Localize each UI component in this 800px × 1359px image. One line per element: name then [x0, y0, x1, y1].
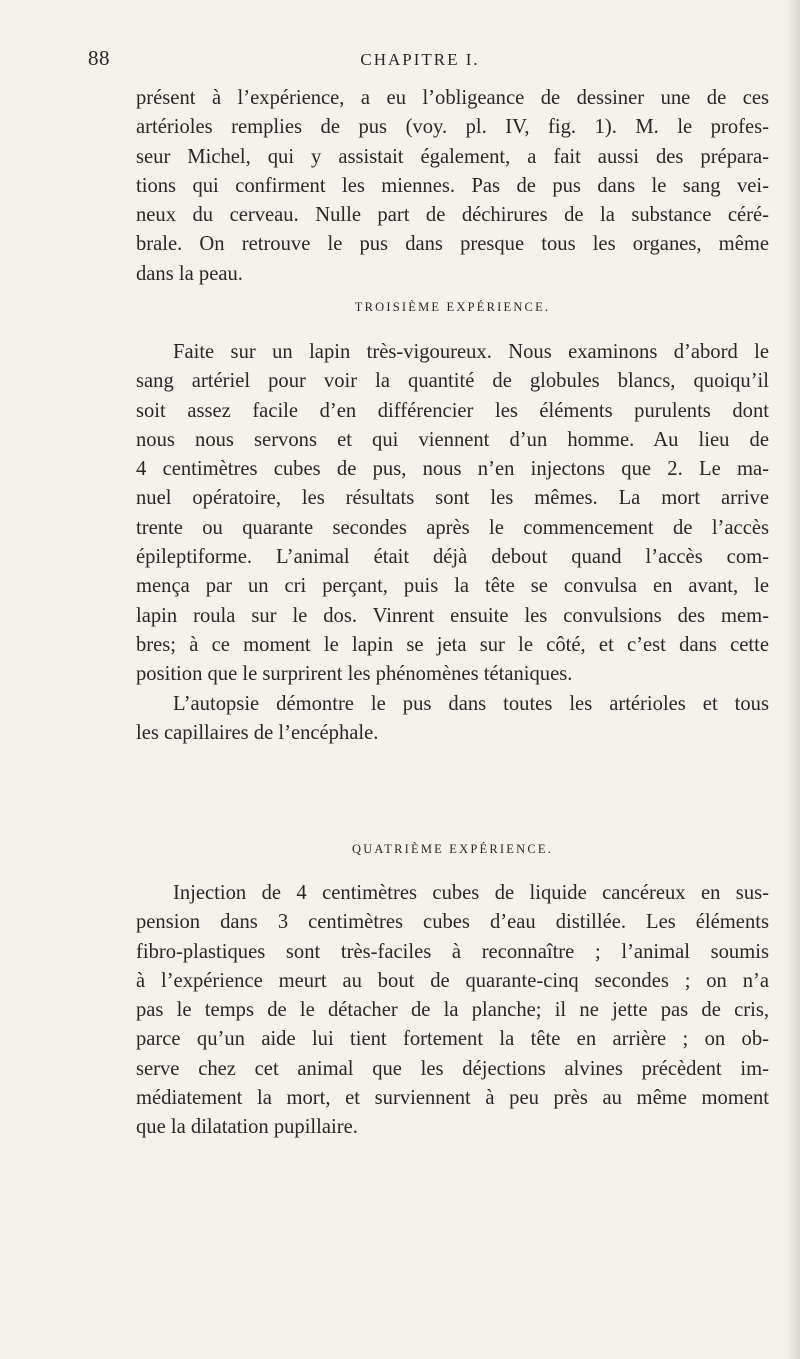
running-head: CHAPITRE I. — [360, 50, 480, 69]
text-line: serve chez cet animal que les déjections alvines précèdent im- — [136, 1057, 769, 1080]
text-line: dans la peau. — [136, 262, 243, 285]
text-line: mença par un cri perçant, puis la tête se convulsa en avant, le — [136, 575, 769, 598]
page-edge-shadow — [786, 0, 800, 1359]
text-line: épileptiforme. L’animal était déjà debout quand l’accès com- — [136, 546, 769, 569]
paragraph — [136, 879, 769, 1143]
text-line: tions qui confirment les miennes. Pas de pus dans le sang vei- — [136, 174, 769, 197]
text-line: Faite sur un lapin très-vigoureux. Nous examinons d’abord le — [173, 341, 769, 363]
text-line: présent à l’expérience, a eu l’obligeance de dessiner une de ces — [136, 87, 769, 109]
text-line: fibro-plastiques sont très-faciles à reconnaître ; l’animal soumis — [136, 940, 769, 963]
text-line: brale. On retrouve le pus dans presque tous les organes, même — [136, 233, 769, 256]
fourth-experiment-body — [136, 879, 769, 1143]
paragraph — [136, 84, 769, 289]
text-line: L’autopsie démontre le pus dans toutes les artérioles et tous — [173, 692, 769, 715]
paragraph-continuation — [136, 84, 769, 289]
text-line: lapin roula sur le dos. Vinrent ensuite les convulsions des mem- — [136, 604, 769, 627]
text-line: nuel opératoire, les résultats sont les mêmes. La mort arrive — [136, 487, 769, 510]
text-line: position que le surprirent les phénomènes tétaniques. — [136, 663, 573, 686]
text-line: pas le temps de le détacher de la planche; il ne jette pas de cris, — [136, 999, 769, 1022]
paragraph — [136, 690, 769, 749]
text-line: neux du cerveau. Nulle part de déchirures de la substance céré- — [136, 204, 769, 227]
section-heading-fourth-experiment: QUATRIÈME EXPÉRIENCE. — [351, 842, 554, 856]
text-line: 4 centimètres cubes de pus, nous n’en injectons que 2. Le ma- — [136, 458, 769, 481]
section-heading-third-experiment: TROISIÈME EXPÉRIENCE. — [354, 300, 551, 314]
text-line: pension dans 3 centimètres cubes d’eau distillée. Les éléments — [136, 911, 769, 934]
text-line: seur Michel, qui y assistait également, a fait aussi des prépara- — [136, 145, 769, 168]
text-line: soit assez facile d’en différencier les éléments purulents dont — [136, 399, 769, 422]
third-experiment-body — [136, 338, 769, 748]
text-line: médiatement la mort, et surviennent à peu près au même moment — [136, 1087, 769, 1110]
paragraph — [136, 338, 769, 690]
text-line: artérioles remplies de pus (voy. pl. IV, fig. 1). M. le profes- — [136, 116, 769, 139]
text-line: Injection de 4 centimètres cubes de liquide cancéreux en sus- — [173, 882, 769, 904]
text-line: parce qu’un aide lui tient fortement la tête en arrière ; on ob- — [136, 1028, 769, 1051]
text-line: que la dilatation pupillaire. — [136, 1116, 358, 1139]
text-line: sang artériel pour voir la quantité de globules blancs, quoiqu’il — [136, 370, 769, 393]
text-line: à l’expérience meurt au bout de quarante-cinq secondes ; on n’a — [136, 969, 769, 992]
text-line: trente ou quarante secondes après le commencement de l’accès — [136, 516, 769, 539]
text-line: les capillaires de l’encéphale. — [136, 721, 379, 744]
text-line: nous nous servons et qui viennent d’un homme. Au lieu de — [136, 428, 769, 451]
text-line: bres; à ce moment le lapin se jeta sur le côté, et c’est dans cette — [136, 633, 769, 656]
page-number: 88 — [88, 46, 110, 70]
